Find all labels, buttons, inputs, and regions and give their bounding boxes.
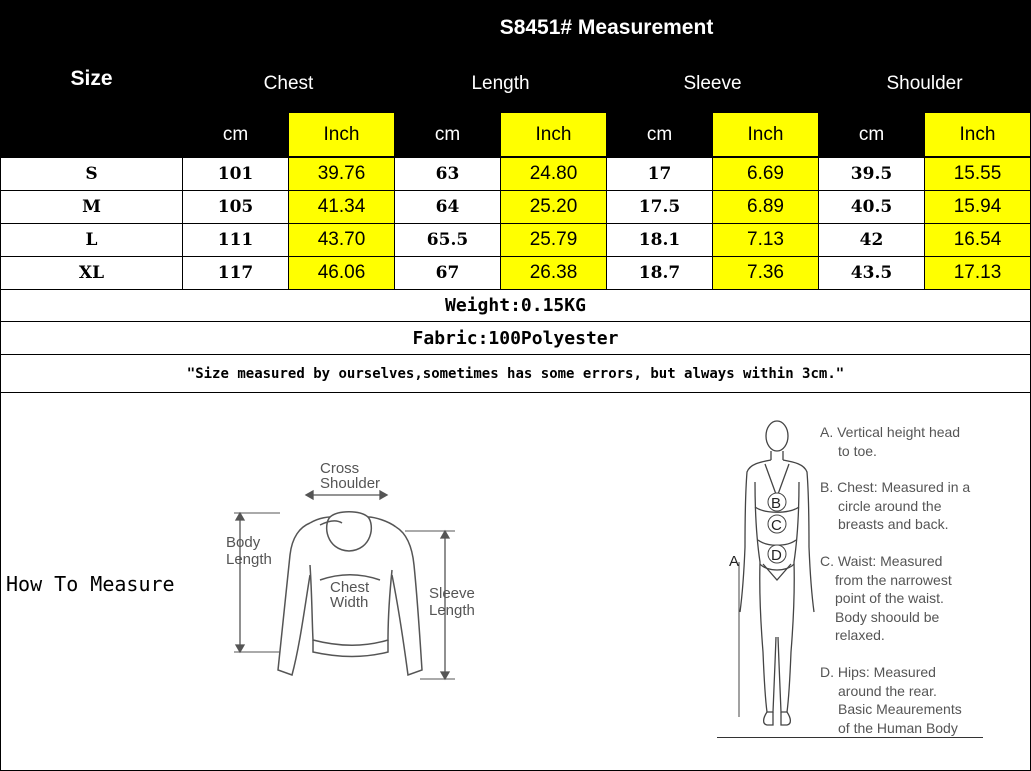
unit-header-inch: Inch [500,112,607,157]
sweater-diagram [220,455,490,690]
cm-value: 105 [182,190,289,224]
cm-value: 18.7 [606,256,713,290]
cm-value: 101 [182,157,289,191]
body-length-label: Length [226,551,272,568]
cm-value: 17.5 [606,190,713,224]
unit-header-inch: Inch [924,112,1031,157]
cm-value: 39.5 [818,157,925,191]
instruction-block [820,478,970,534]
cm-value: 42 [818,223,925,257]
unit-header-cm: cm [606,112,713,157]
cm-value: 117 [182,256,289,290]
cm-value: 111 [182,223,289,257]
inch-value: 17.13 [924,256,1031,290]
column-header-shoulder: Shoulder [818,54,1031,113]
unit-header-cm: cm [182,112,289,157]
instruction-line: relaxed. [835,627,885,643]
instruction-block [820,663,962,737]
size-label: XL [0,256,183,290]
inch-value: 46.06 [288,256,395,290]
unit-header-inch: Inch [712,112,819,157]
instruction-block [820,552,952,645]
size-label: S [0,157,183,191]
instruction-line: C. Waist: Measured [820,553,943,569]
instruction-line: Body shoould be [835,608,940,625]
figure-label-a: A [729,553,740,570]
instruction-line: Basic Meaurements [838,701,962,717]
figure-label-b: B [771,495,782,512]
cross-label: Cross [320,460,360,477]
instruction-line: D. Hips: Measured [820,664,936,680]
inch-value: 15.94 [924,190,1031,224]
inch-value: 26.38 [500,256,607,290]
instruction-line: B. Chest: Measured in a [820,479,971,495]
inch-value: 7.13 [712,223,819,257]
column-header-chest: Chest [182,54,395,113]
figure-label-d: D [771,547,782,564]
cm-value: 67 [394,256,501,290]
cm-value: 18.1 [606,223,713,257]
chest-label: Chest [330,579,370,596]
cm-value: 17 [606,157,713,191]
inch-value: 39.76 [288,157,395,191]
instruction-line: A. Vertical height head [820,424,961,440]
column-header-length: Length [394,54,607,113]
unit-header-cm: cm [818,112,925,157]
instruction-line: circle around the [838,497,942,514]
weight-row: Weight:0.15KG [0,289,1031,322]
sleeve-length-label: Length [429,602,475,619]
inch-value: 6.69 [712,157,819,191]
inch-value: 15.55 [924,157,1031,191]
inch-value: 16.54 [924,223,1031,257]
cm-value: 64 [394,190,501,224]
instruction-line: breasts and back. [838,516,949,532]
inch-value: 25.79 [500,223,607,257]
sleeve-label: Sleeve [429,585,475,602]
instruction-line: around the rear. [838,682,937,699]
body-figure-diagram [715,412,825,742]
instruction-line: of the Human Body [838,719,958,736]
figure-baseline [717,737,983,738]
instruction-line: to toe. [838,442,877,459]
fabric-row: Fabric:100Polyester [0,322,1031,355]
cm-value: 43.5 [818,256,925,290]
cm-value: 40.5 [818,190,925,224]
inch-value: 25.20 [500,190,607,224]
inch-value: 43.70 [288,223,395,257]
column-header-sleeve: Sleeve [606,54,819,113]
shoulder-label: Shoulder [320,475,381,492]
figure-label-c: C [771,517,782,534]
page-title: S8451# Measurement [182,0,1031,55]
how-to-measure-label: How To Measure [6,572,175,596]
size-header: Size [0,0,183,157]
size-label: M [0,190,183,224]
cm-value: 65.5 [394,223,501,257]
instruction-line: point of the waist. [835,590,944,606]
cm-value: 63 [394,157,501,191]
size-label: L [0,223,183,257]
body-label: Body [226,534,261,551]
inch-value: 41.34 [288,190,395,224]
chest-width-label: Width [330,594,369,611]
unit-header-inch: Inch [288,112,395,157]
unit-header-cm: cm [394,112,501,157]
measurement-note: "Size measured by ourselves,sometimes has some errors, but always within 3cm." [0,355,1031,393]
instruction-block [820,423,960,460]
inch-value: 24.80 [500,157,607,191]
inch-value: 6.89 [712,190,819,224]
inch-value: 7.36 [712,256,819,290]
instruction-line: from the narrowest [835,571,952,588]
